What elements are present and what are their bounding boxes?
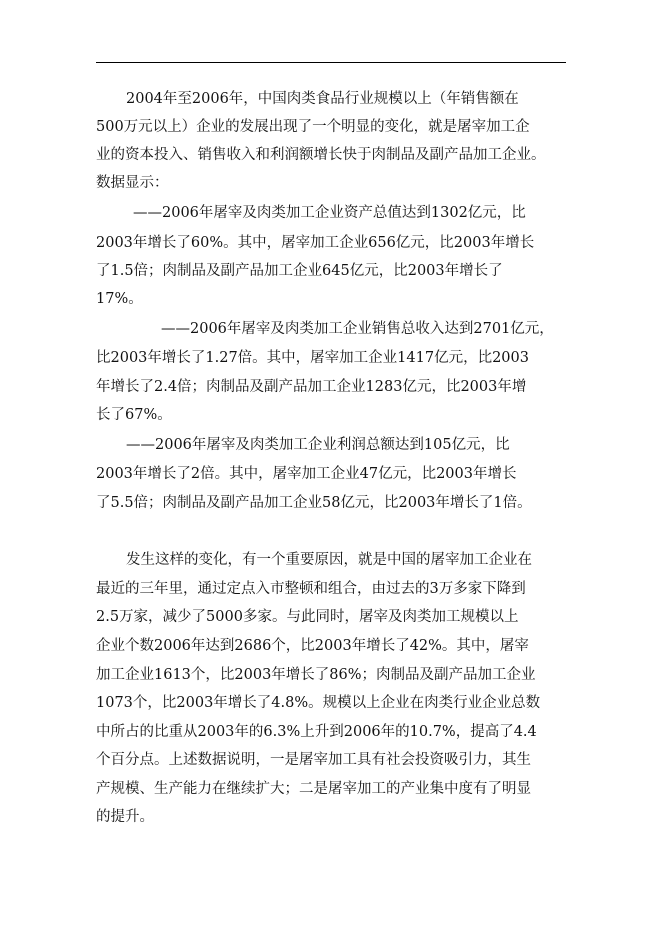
text-line: 17%。 [96, 291, 143, 307]
text-line: 业的资本投入、销售收入和利润额增长快于肉制品及副产品加工企业。 [96, 147, 546, 163]
text-line: ——2006年屠宰及肉类加工企业利润总额达到105亿元，比 [126, 437, 510, 453]
text-line: 了5.5倍；肉制品及副产品加工企业58亿元，比2003年增长了1倍。 [96, 495, 532, 511]
text-line: 1073个，比2003年增长了4.8%。规模以上企业在肉类行业企业总数 [96, 695, 541, 711]
text-line: 加工企业1613个，比2003年增长了86%；肉制品及副产品加工企业 [96, 667, 536, 683]
text-line: ——2006年屠宰及肉类加工企业资产总值达到1302亿元，比 [133, 205, 526, 221]
text-line: 的提升。 [96, 809, 154, 825]
text-line: 2003年增长了2倍。其中，屠宰加工企业47亿元，比2003年增长 [96, 466, 517, 482]
text-line: 了1.5倍；肉制品及副产品加工企业645亿元，比2003年增长了 [96, 263, 503, 279]
header-rule [96, 62, 566, 63]
text-line: 中所占的比重从2003年的6.3%上升到2006年的10.7%，提高了4.4 [96, 724, 537, 740]
text-line: 数据显示： [96, 175, 169, 191]
text-line: 最近的三年里，通过定点入市整顿和组合，由过去的3万多家下降到 [96, 581, 526, 597]
text-line: 2004年至2006年，中国肉类食品行业规模以上（年销售额在 [126, 91, 519, 107]
text-line: 2.5万家，减少了5000多家。与此同时，屠宰及肉类加工规模以上 [96, 609, 519, 625]
text-line: 个百分点。上述数据说明，一是屠宰加工具有社会投资吸引力，其生 [96, 752, 531, 768]
text-line: 产规模、生产能力在继续扩大；二是屠宰加工的产业集中度有了明显 [96, 781, 531, 797]
text-line: 500万元以上）企业的发展出现了一个明显的变化，就是屠宰加工企 [96, 119, 530, 135]
text-line: 年增长了2.4倍；肉制品及副产品加工企业1283亿元，比2003年增 [96, 379, 527, 395]
text-line: 比2003年增长了1.27倍。其中，屠宰加工企业1417亿元，比2003 [96, 350, 529, 366]
text-line: ——2006年屠宰及肉类加工企业销售总收入达到2701亿元， [161, 321, 554, 337]
text-line: 长了67%。 [96, 407, 172, 423]
text-line: 企业个数2006年达到2686个，比2003年增长了42%。其中，屠宰 [96, 638, 529, 654]
text-line: 2003年增长了60%。其中，屠宰加工企业656亿元，比2003年增长 [96, 235, 535, 251]
text-line: 发生这样的变化，有一个重要原因，就是中国的屠宰加工企业在 [126, 552, 532, 568]
